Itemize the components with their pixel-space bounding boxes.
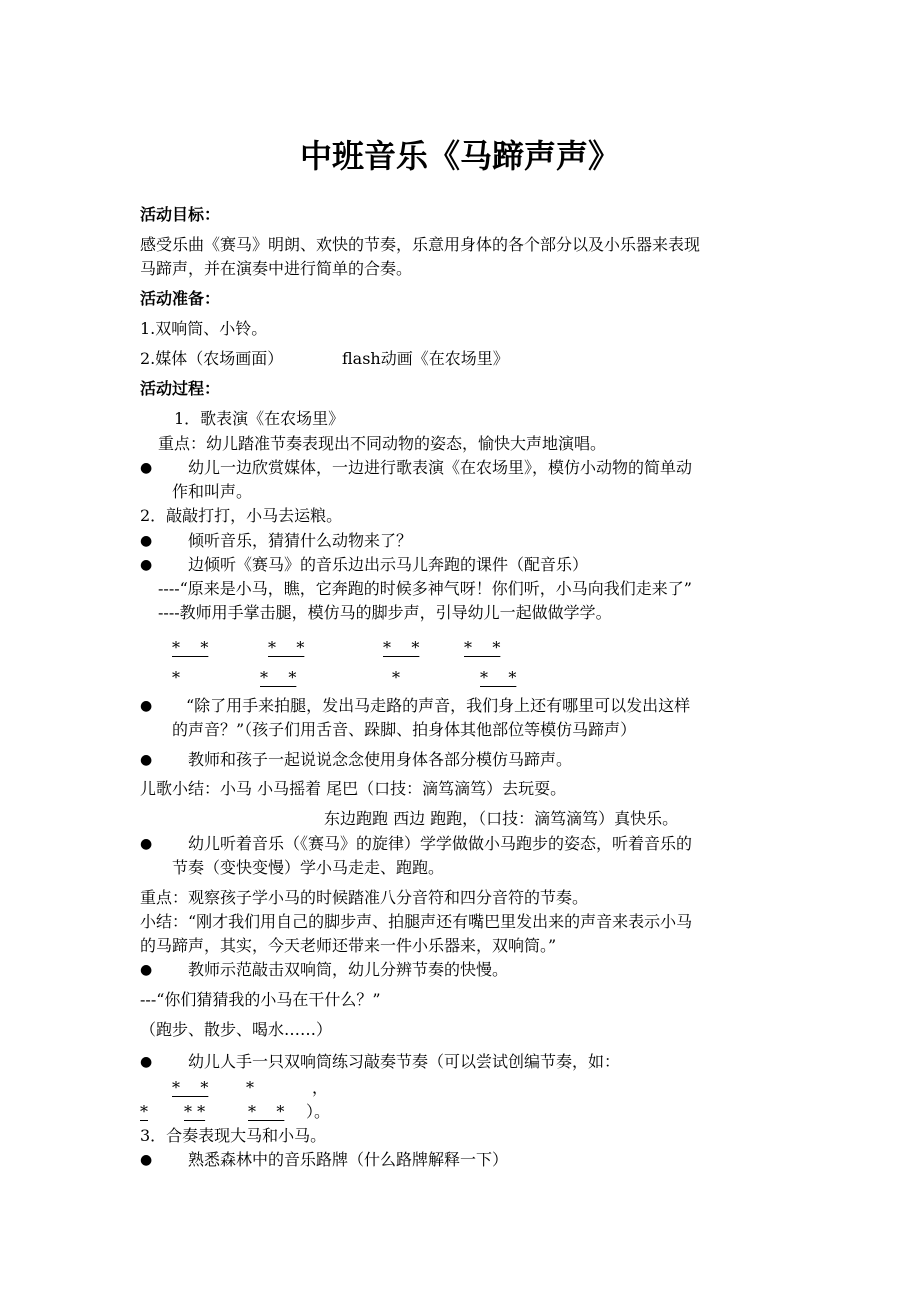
rhythm-row2-b: * * — [260, 668, 297, 687]
bullet-icon: ● — [140, 1152, 153, 1168]
step-1-key: 重点：幼儿踏准节奏表现出不同动物的姿态，愉快大声地演唱。 — [158, 434, 607, 453]
prep-heading: 活动准备： — [140, 289, 221, 308]
b4-line-1: “除了用手来拍腿，发出马走路的声音，我们身上还有哪里可以发出这样 — [186, 696, 691, 715]
prep-item-3: flash动画《在农场里》 — [342, 349, 509, 368]
dialogue-2: ----教师用手掌击腿，模仿马的脚步声，引导幼儿一起做做学学。 — [158, 603, 612, 622]
rhythm-row3-comma: ， — [312, 1078, 329, 1097]
bullet-icon: ● — [140, 533, 153, 549]
b1-line-1: 幼儿一边欣赏媒体，一边进行歌表演《在农场里》，模仿小动物的简单动 — [188, 458, 693, 477]
b9-line: 熟悉森林中的音乐路牌（什么路牌解释一下） — [188, 1150, 509, 1169]
bullet-icon: ● — [140, 557, 153, 573]
bullet-icon: ● — [140, 752, 153, 768]
rhythm-row2-a: * — [172, 668, 180, 687]
prep-item-1: 1.双响筒、小铃。 — [140, 319, 268, 338]
b2-line: 倾听音乐，猜猜什么动物来了？ — [188, 531, 413, 550]
rhythm-row1-a: * * — [172, 638, 209, 657]
step-1: 1．歌表演《在农场里》 — [174, 409, 345, 428]
goal-heading: 活动目标： — [140, 205, 221, 224]
prep-item-2: 2.媒体（农场画面） — [140, 349, 284, 368]
page-title: 中班音乐《马蹄声声》 — [299, 137, 620, 175]
bullet-icon: ● — [140, 836, 153, 852]
rhyme-line-1: 儿歌小结：小马 小马摇着 尾巴（口技：滴笃滴笃）去玩耍。 — [140, 779, 567, 798]
dialogue-4: （跑步、散步、喝水……） — [140, 1020, 333, 1039]
bullet-icon: ● — [140, 460, 153, 476]
summary-line-1: 小结：“刚才我们用自己的脚步声、拍腿声还有嘴巴里发出来的声音来表示小马 — [140, 912, 693, 931]
b5-line: 教师和孩子一起说说念念使用身体各部分模仿马蹄声。 — [188, 750, 573, 769]
b7-line: 教师示范敲击双响筒，幼儿分辨节奏的快慢。 — [188, 960, 509, 979]
rhythm-row3-a: * * — [172, 1078, 209, 1097]
rhythm-row4-b: * * — [184, 1102, 206, 1121]
rhythm-row4-end: ）。 — [306, 1102, 331, 1121]
rhyme-line-2: 东边跑跑 西边 跑跑，（口技：滴笃滴笃）真快乐。 — [324, 809, 679, 828]
b6-line-2: 节奏（变快变慢）学小马走走、跑跑。 — [172, 858, 445, 877]
rhythm-row4-a: * — [140, 1102, 148, 1121]
bullet-icon: ● — [140, 1054, 153, 1070]
process-heading: 活动过程： — [140, 379, 221, 398]
key-point-2: 重点：观察孩子学小马的时候踏准八分音符和四分音符的节奏。 — [140, 888, 589, 907]
rhythm-row3-b: * — [246, 1078, 254, 1097]
b4-line-2: 的声音？”（孩子们用舌音、跺脚、拍身体其他部位等模仿马蹄声） — [172, 720, 637, 739]
summary-line-2: 的马蹄声，其实，今天老师还带来一件小乐器来，双响筒。” — [140, 936, 557, 955]
bullet-icon: ● — [140, 698, 153, 714]
goal-text-line-1: 感受乐曲《赛马》明朗、欢快的节奏，乐意用身体的各个部分以及小乐器来表现 — [140, 235, 701, 254]
dialogue-1: ----“原来是小马，瞧，它奔跑的时候多神气呀！你们听，小马向我们走来了” — [158, 579, 692, 598]
step-2: 2．敲敲打打，小马去运粮。 — [140, 506, 343, 525]
dialogue-3: ---“你们猜猜我的小马在干什么？” — [140, 990, 381, 1009]
b6-line-1: 幼儿听着音乐（《赛马》的旋律）学学做做小马跑步的姿态，听着音乐的 — [188, 834, 693, 853]
b3-line: 边倾听《赛马》的音乐边出示马儿奔跑的课件（配音乐） — [188, 555, 589, 574]
rhythm-row1-c: * * — [383, 638, 420, 657]
step-3: 3．合奏表现大马和小马。 — [140, 1126, 327, 1145]
b8-line: 幼儿人手一只双响筒练习敲奏节奏（可以尝试创编节奏，如： — [188, 1052, 621, 1071]
rhythm-row1-b: * * — [268, 638, 305, 657]
rhythm-row2-d: * * — [480, 668, 517, 687]
bullet-icon: ● — [140, 962, 153, 978]
b1-line-2: 作和叫声。 — [172, 482, 253, 501]
rhythm-row4-c: * * — [248, 1102, 285, 1121]
goal-text-line-2: 马蹄声，并在演奏中进行简单的合奏。 — [140, 259, 413, 278]
rhythm-row2-c: * — [392, 668, 400, 687]
rhythm-row1-d: * * — [464, 638, 501, 657]
